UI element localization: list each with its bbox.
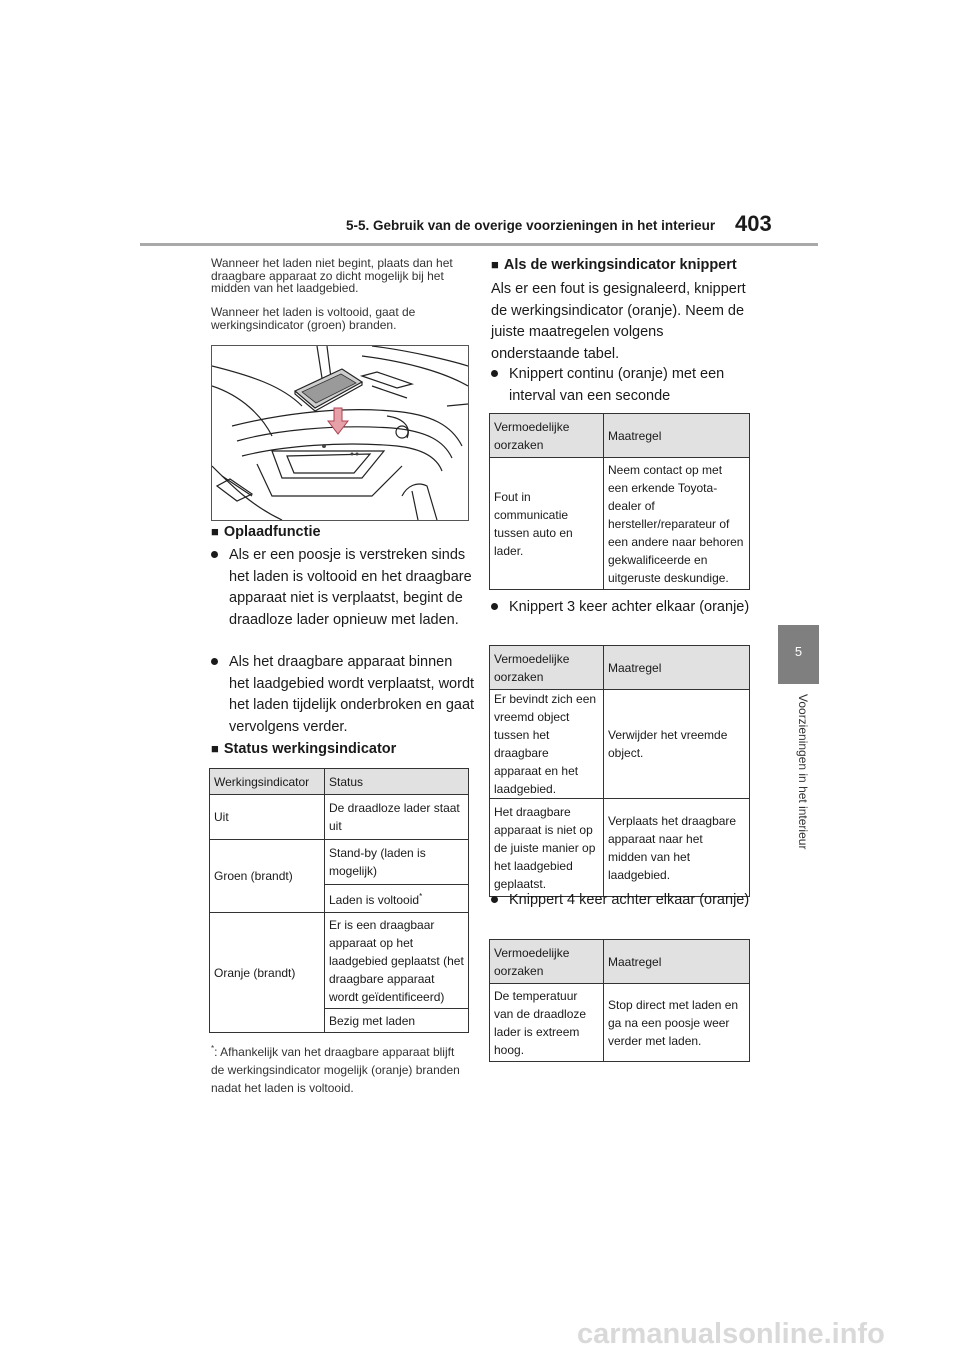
footnote-text: : Afhankelijk van het draagbare apparaat blijft de werkingsindicator mogelijk (oranje) branden nadat het laden is voltooid.: [211, 1045, 460, 1095]
table-row: [490, 458, 750, 590]
table-header: Vermoedelijke oorzaken: [490, 414, 604, 458]
table-cell: [325, 885, 469, 913]
bullet-dot-icon: [211, 658, 218, 665]
case3-table: [489, 939, 750, 1062]
charger-illustration: [211, 345, 469, 521]
knipper-intro: Als er een fout is gesignaleerd, knippert de werkingsindicator (oranje). Neem de juiste maatregelen volgens onderstaande tabel.: [491, 281, 746, 362]
footnote-marker: *: [211, 1044, 215, 1053]
case2-bullet-text: Knippert 3 keer achter elkaar (oranje): [509, 599, 750, 615]
table-header: Vermoedelijke oorzaken: [490, 940, 604, 984]
oplaad-heading: [211, 524, 321, 540]
chapter-tab: 5: [778, 625, 819, 684]
watermark: carmanualsonline.info: [577, 1318, 885, 1350]
table-cell: Uit: [210, 795, 325, 840]
header-rule: [140, 243, 818, 246]
table-row: [490, 984, 750, 1062]
table-header: Maatregel: [604, 414, 750, 458]
table-cell: Er bevindt zich een vreemd object tussen het draagbare apparaat en het laadgebied.: [490, 690, 604, 799]
chapter-label: [770, 694, 830, 874]
status-heading: [211, 741, 396, 757]
bullet-dot-icon: [491, 896, 498, 903]
case1-bullet-text: Knippert continu (oranje) met een interval van een seconde: [509, 366, 725, 404]
table-cell: Verplaats het draagbare apparaat naar het midden van het laadgebied.: [604, 799, 750, 897]
table-row: [490, 799, 750, 897]
table-row: [210, 840, 469, 885]
case3-bullet: [491, 890, 753, 934]
square-bullet-icon: ■: [211, 524, 219, 539]
table-cell: Groen (brandt): [210, 840, 325, 913]
table-header: Maatregel: [604, 940, 750, 984]
oplaad-bullet-1-text: Als er een poosje is verstreken sinds het laden is voltooid en het draagbare apparaat niet is verplaatst, begint de draadloze lader opnieuw met laden.: [229, 547, 472, 628]
table-cell: Stop direct met laden en ga na een poosje weer verder met laden.: [604, 984, 750, 1062]
page-number: 403: [735, 211, 772, 236]
bullet-dot-icon: [211, 551, 218, 558]
knipper-heading: [491, 257, 737, 273]
square-bullet-icon: ■: [211, 741, 219, 756]
footnote-marker: *: [419, 892, 423, 901]
intro-note-1: Wanneer het laden niet begint, plaats dan het draagbare apparaat zo dicht mogelijk bij het midden van het laadgebied.: [211, 256, 453, 295]
status-heading-text: Status werkingsindicator: [223, 741, 397, 757]
table-header: Maatregel: [604, 646, 750, 690]
chapter-label-text: Voorzieningen in het interieur: [796, 694, 810, 850]
table-row: [490, 690, 750, 799]
table-cell: De temperatuur van de draadloze lader is extreem hoog.: [490, 984, 604, 1062]
table-cell: Verwijder het vreemde object.: [604, 690, 750, 799]
table-header: Werkingsindicator: [210, 769, 325, 795]
oplaad-bullet-1: [211, 545, 473, 653]
case2-bullet: [491, 597, 753, 641]
table-cell: Fout in communicatie tussen auto en lader.: [490, 458, 604, 590]
intro-note-2: Wanneer het laden is voltooid, gaat de werkingsindicator (groen) branden.: [211, 305, 416, 332]
table-row: [210, 913, 469, 1009]
table-row: [210, 795, 469, 840]
footnote: [211, 1040, 469, 1097]
status-table: [209, 768, 469, 1033]
oplaad-bullet-2-text: Als het draagbare apparaat binnen het laadgebied wordt verplaatst, wordt het laden tijdelijk onderbroken en gaat vervolgens verder.: [229, 654, 475, 735]
table-cell: Oranje (brandt): [210, 913, 325, 1033]
table-cell: Stand-by (laden is mogelijk): [325, 840, 469, 885]
wireless-charger-drawing: [212, 346, 468, 520]
knipper-heading-text: Als de werkingsindicator knippert: [503, 257, 737, 273]
table-cell-text: Laden is voltooid: [329, 893, 420, 907]
case3-bullet-text: Knippert 4 keer achter elkaar (oranje): [509, 892, 750, 908]
oplaad-bullet-2: [211, 652, 473, 738]
table-cell: Het draagbare apparaat is niet op de juiste manier op het laadgebied geplaatst.: [490, 799, 604, 897]
table-header: Status: [325, 769, 469, 795]
table-cell: Neem contact op met een erkende Toyota-dealer of hersteller/reparateur of een andere naar behoren gekwalificeerde en uitgeruste deskundige.: [604, 458, 750, 590]
table-cell: Er is een draagbaar apparaat op het laadgebied geplaatst (het draagbare apparaat wordt geïdentificeerd): [325, 913, 469, 1009]
case2-table: [489, 645, 750, 897]
bullet-dot-icon: [491, 603, 498, 610]
table-cell: Bezig met laden: [325, 1009, 469, 1033]
table-cell: De draadloze lader staat uit: [325, 795, 469, 840]
case1-bullet: [491, 364, 753, 408]
oplaad-heading-text: Oplaadfunctie: [223, 524, 321, 540]
case1-table: [489, 413, 750, 590]
bullet-dot-icon: [491, 370, 498, 377]
section-title: 5-5. Gebruik van de overige voorzieningen in het interieur: [346, 218, 716, 233]
square-bullet-icon: ■: [491, 257, 499, 272]
table-header: Vermoedelijke oorzaken: [490, 646, 604, 690]
